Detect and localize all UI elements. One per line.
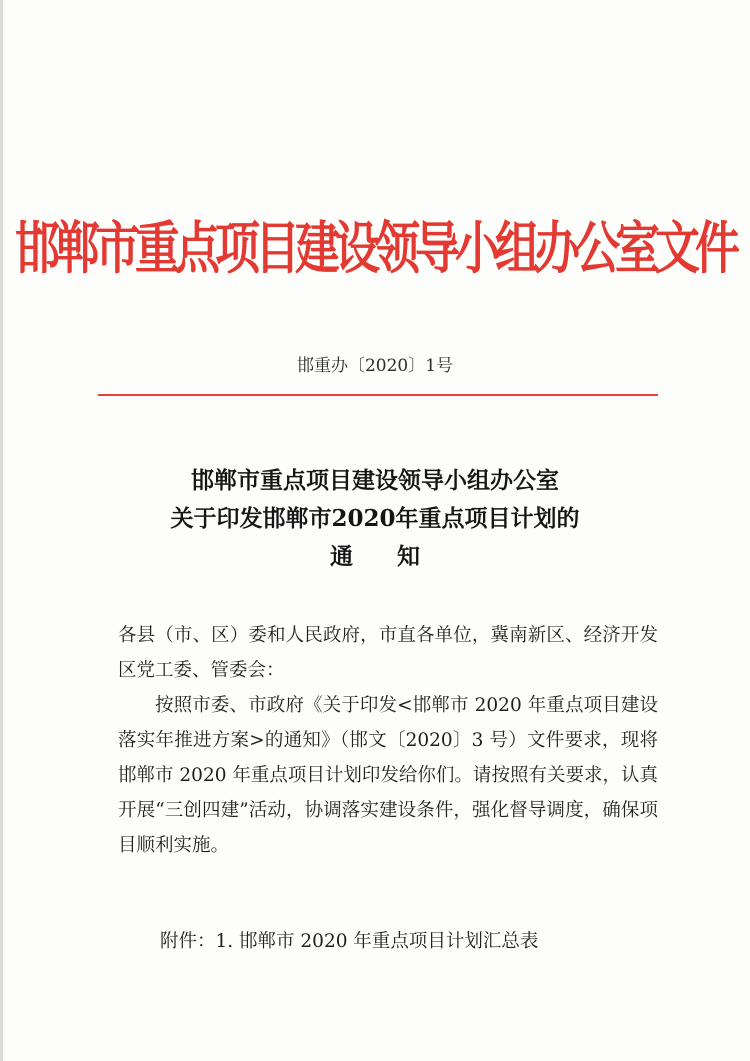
notice-title-line-1: 邯郸市重点项目建设领导小组办公室 [191, 467, 559, 494]
document-number: 邯重办〔2020〕1号 [296, 356, 454, 376]
notice-title-line-3: 通知 [330, 543, 464, 570]
notice-title-line-2: 关于印发邯郸市2020年重点项目计划的 [170, 505, 580, 532]
red-divider-line [98, 394, 658, 396]
red-header-title: 邯郸市重点项目建设领导小组办公室文件 [14, 215, 735, 282]
attachment-line: 附件：1. 邯郸市 2020 年重点项目计划汇总表 [160, 931, 539, 952]
notice-title [0, 462, 750, 576]
addressee: 各县（市、区）委和人民政府，市直各单位，冀南新区、经济开发区党工委、管委会： [118, 625, 658, 681]
body-paragraph: 按照市委、市政府《关于印发<邯郸市 2020 年重点项目建设落实年推进方案>的通知》（邯文〔2020〕3 号）文件要求，现将邯郸市 2020 年重点项目计划印发给你们。请按照有关要求，认真开展“三创四建”活动，协调落实建设条件，强化督导调度，确保项目顺利实施。 [118, 695, 658, 856]
notice-body [118, 618, 658, 863]
